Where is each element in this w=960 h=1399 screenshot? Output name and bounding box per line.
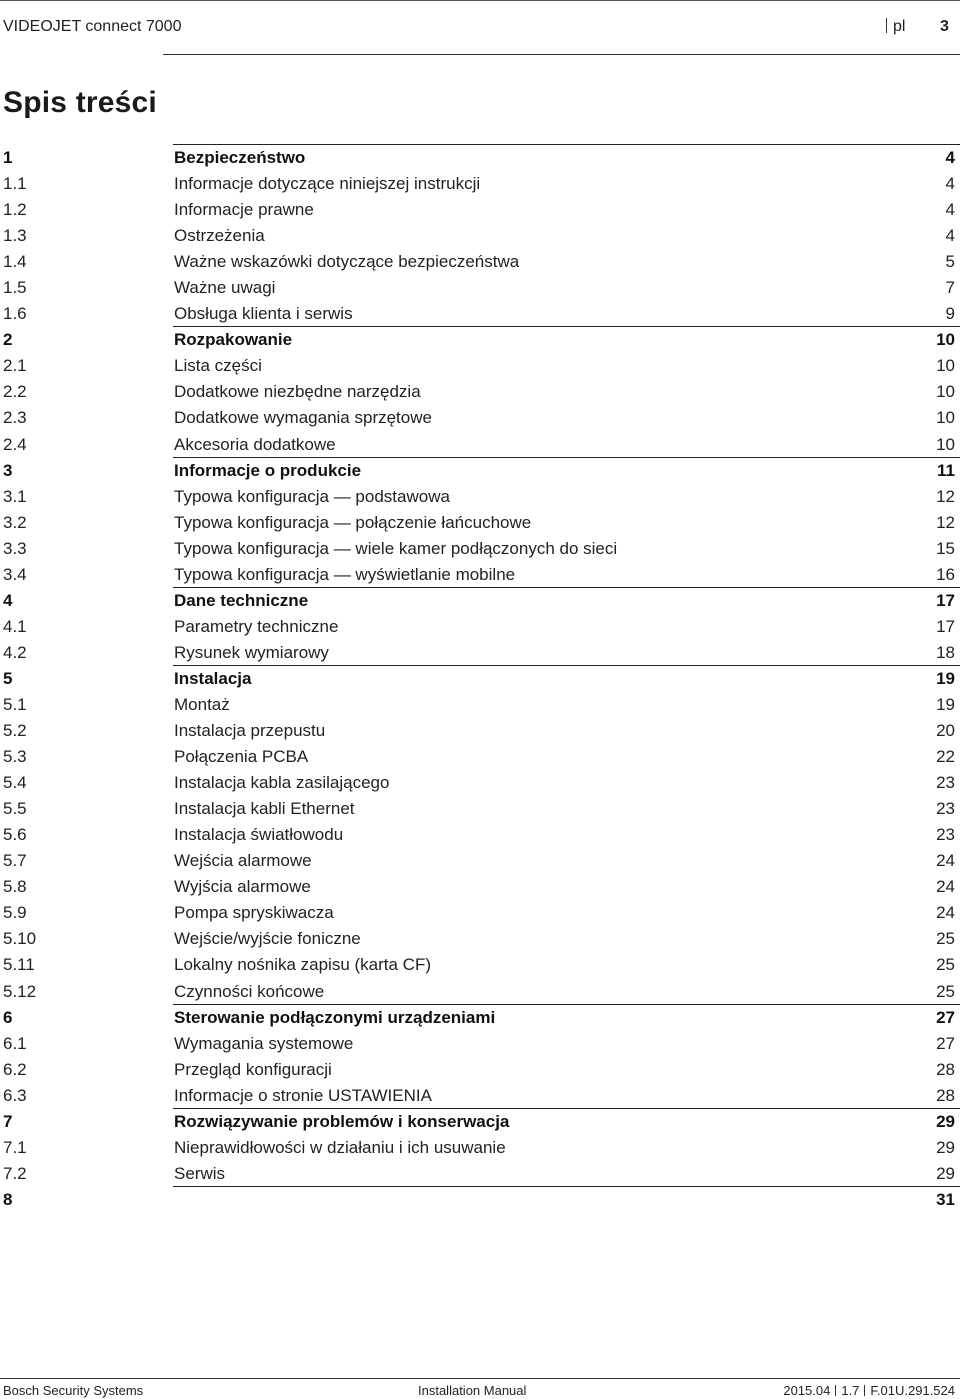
toc-number: 6.3 — [3, 1085, 27, 1105]
toc-number: 3.2 — [3, 512, 27, 532]
toc-number: 3.4 — [3, 564, 27, 584]
footer-date: 2015.04 — [783, 1383, 831, 1398]
toc-section-row[interactable] — [0, 717, 960, 743]
toc-number: 1.6 — [3, 304, 27, 324]
toc-number: 7.1 — [3, 1137, 27, 1157]
toc-title: Typowa konfiguracja — wiele kamer podłączonych do sieci — [174, 538, 618, 558]
toc-number: 5.9 — [3, 903, 27, 923]
language-code: pl — [893, 18, 906, 35]
toc-page: 10 — [936, 356, 955, 376]
toc-page: 22 — [936, 747, 955, 767]
toc-page: 10 — [936, 330, 955, 350]
toc-number: 1 — [3, 148, 13, 167]
toc-number: 2.4 — [3, 434, 27, 454]
header-top-rule — [0, 0, 960, 1]
table-of-contents — [0, 144, 960, 1212]
footer-separator — [835, 1385, 836, 1396]
toc-title: Wyjścia alarmowe — [174, 877, 311, 897]
chapter-rule — [173, 457, 960, 458]
toc-title: Informacje o produkcie — [174, 460, 362, 480]
toc-page: 23 — [936, 773, 955, 793]
toc-section-row[interactable] — [0, 483, 960, 509]
toc-chapter-row[interactable] — [0, 457, 960, 483]
toc-title: Dane techniczne — [174, 590, 309, 610]
toc-number: 5.12 — [3, 981, 37, 1001]
toc-title: Sterowanie podłączonymi urządzeniami — [174, 1007, 496, 1027]
toc-title: Rozwiązywanie problemów i konserwacja — [174, 1111, 510, 1131]
toc-title: Lokalny nośnika zapisu (karta CF) — [174, 955, 432, 975]
toc-section-row[interactable] — [0, 795, 960, 821]
footer-company: Bosch Security Systems — [3, 1383, 144, 1398]
toc-section-row[interactable] — [0, 170, 960, 196]
toc-title: Parametry techniczne — [174, 616, 339, 636]
toc-number: 2 — [3, 330, 13, 350]
toc-section-row[interactable] — [0, 431, 960, 457]
toc-title: Pompa spryskiwacza — [174, 903, 334, 923]
toc-number: 6 — [3, 1007, 13, 1027]
toc-section-row[interactable] — [0, 561, 960, 587]
toc-page: 25 — [936, 929, 955, 949]
toc-title: Informacje prawne — [174, 200, 314, 220]
toc-number: 5.4 — [3, 773, 27, 793]
header-bottom-rule — [163, 54, 960, 55]
toc-chapter-row[interactable] — [0, 326, 960, 352]
toc-number: 2.1 — [3, 356, 27, 376]
toc-section-row[interactable] — [0, 509, 960, 535]
toc-section-row[interactable] — [0, 899, 960, 925]
toc-chapter-row[interactable] — [0, 665, 960, 691]
footer-doc-id: F.01U.291.524 — [870, 1383, 955, 1398]
toc-page: 24 — [936, 903, 955, 923]
toc-number: 2.3 — [3, 408, 27, 428]
toc-title: Obsługa klienta i serwis — [174, 304, 353, 324]
toc-title: Bezpieczeństwo — [174, 148, 306, 167]
toc-page: 20 — [936, 721, 955, 741]
toc-title: Montaż — [174, 694, 230, 714]
toc-number: 3.3 — [3, 538, 27, 558]
toc-title: Ważne wskazówki dotyczące bezpieczeństwa — [174, 252, 520, 272]
toc-title: Instalacja przepustu — [174, 721, 326, 741]
toc-section-row[interactable] — [0, 352, 960, 378]
page-footer — [0, 1378, 960, 1399]
toc-page: 17 — [936, 616, 955, 636]
toc-title: Typowa konfiguracja — wyświetlanie mobilne — [174, 564, 516, 584]
footer-version: 1.7 — [841, 1383, 860, 1398]
toc-section-row[interactable] — [0, 535, 960, 561]
toc-page: 4 — [945, 200, 955, 220]
toc-number: 1.5 — [3, 278, 27, 298]
toc-section-row[interactable] — [0, 1030, 960, 1056]
toc-title: Wejścia alarmowe — [174, 851, 312, 871]
header-separator — [886, 18, 887, 33]
toc-number: 7.2 — [3, 1163, 27, 1183]
chapter-rule — [173, 587, 960, 588]
footer-rule — [0, 1378, 960, 1379]
toc-page: 31 — [936, 1189, 955, 1209]
toc-section-row[interactable] — [0, 743, 960, 769]
toc-title: Dodatkowe niezbędne narzędzia — [174, 382, 421, 402]
toc-page: 24 — [936, 851, 955, 871]
toc-title: Wejście/wyjście foniczne — [174, 929, 361, 949]
chapter-rule — [173, 1186, 960, 1187]
toc-number: 4 — [3, 590, 13, 610]
toc-title: Instalacja światłowodu — [174, 825, 344, 845]
toc-title: Ważne uwagi — [174, 278, 276, 298]
footer-doc-type: Installation Manual — [418, 1383, 527, 1398]
toc-number: 5.2 — [3, 721, 27, 741]
toc-number: 5.7 — [3, 851, 27, 871]
toc-section-row[interactable] — [0, 978, 960, 1004]
toc-page: 18 — [936, 642, 955, 662]
toc-page: 15 — [936, 538, 955, 558]
toc-page: 16 — [936, 564, 955, 584]
toc-number: 5 — [3, 668, 13, 688]
toc-title: Rysunek wymiarowy — [174, 642, 329, 662]
toc-page: 29 — [936, 1163, 955, 1183]
toc-section-row[interactable] — [0, 404, 960, 430]
toc-title: Nieprawidłowości w działaniu i ich usuwanie — [174, 1137, 506, 1157]
toc-number: 3 — [3, 460, 13, 480]
toc-page: 4 — [945, 148, 955, 167]
toc-title: Ostrzeżenia — [174, 226, 265, 246]
toc-section-row[interactable] — [0, 769, 960, 795]
footer-doc-meta — [783, 1383, 955, 1398]
toc-number: 5.11 — [3, 955, 35, 975]
toc-title: Połączenia PCBA — [174, 747, 309, 767]
toc-section-row[interactable] — [0, 821, 960, 847]
toc-section-row[interactable] — [0, 248, 960, 274]
toc-page: 27 — [936, 1007, 955, 1027]
toc-page: 23 — [936, 799, 955, 819]
toc-page: 10 — [936, 382, 955, 402]
page-header — [0, 0, 960, 56]
toc-page: 10 — [936, 434, 955, 454]
toc-section-row[interactable] — [0, 691, 960, 717]
toc-page: 28 — [936, 1059, 955, 1079]
toc-number: 5.10 — [3, 929, 37, 949]
chapter-rule — [173, 1108, 960, 1109]
toc-number: 5.8 — [3, 877, 27, 897]
toc-section-row[interactable] — [0, 951, 960, 977]
toc-page: 25 — [936, 981, 955, 1001]
toc-page: 4 — [945, 226, 955, 246]
page-number: 3 — [940, 18, 949, 35]
toc-page: 10 — [936, 408, 955, 428]
toc-number: 1.4 — [3, 252, 27, 272]
toc-number: 3.1 — [3, 486, 27, 506]
footer-separator — [864, 1385, 865, 1396]
toc-number: 1.3 — [3, 226, 27, 246]
toc-section-row[interactable] — [0, 378, 960, 404]
toc-title: Serwis — [174, 1163, 226, 1183]
toc-section-row[interactable] — [0, 925, 960, 951]
toc-title: Czynności końcowe — [174, 981, 325, 1001]
toc-chapter-row[interactable] — [0, 144, 960, 170]
toc-title: Lista części — [174, 356, 262, 376]
toc-number: 7 — [3, 1111, 13, 1131]
toc-page: 27 — [936, 1033, 955, 1053]
toc-page: 12 — [936, 486, 955, 506]
chapter-rule — [173, 1004, 960, 1005]
toc-number: 6.2 — [3, 1059, 27, 1079]
product-name: VIDEOJET connect 7000 — [3, 18, 182, 35]
chapter-rule — [173, 665, 960, 666]
toc-title: Przegląd konfiguracji — [174, 1059, 332, 1079]
toc-section-row[interactable] — [0, 222, 960, 248]
toc-chapter-row[interactable] — [0, 1004, 960, 1030]
toc-section-row[interactable] — [0, 300, 960, 326]
toc-number: 2.2 — [3, 382, 27, 402]
toc-title: Typowa konfiguracja — podstawowa — [174, 486, 450, 506]
toc-title: Informacje dotyczące niniejszej instrukcji — [174, 174, 481, 194]
toc-title: Dodatkowe wymagania sprzętowe — [174, 408, 432, 428]
toc-section-row[interactable] — [0, 639, 960, 665]
toc-section-row[interactable] — [0, 196, 960, 222]
toc-title: Informacje o stronie USTAWIENIA — [174, 1085, 432, 1105]
toc-page: 25 — [936, 955, 955, 975]
toc-page: 29 — [936, 1137, 955, 1157]
toc-page: 7 — [945, 278, 955, 298]
toc-title: Rozpakowanie — [174, 330, 293, 350]
toc-chapter-row[interactable] — [0, 1186, 960, 1212]
toc-chapter-row[interactable] — [0, 587, 960, 613]
toc-number: 1.1 — [3, 174, 27, 194]
language-indicator — [886, 18, 905, 36]
toc-page: 23 — [936, 825, 955, 845]
toc-number: 8 — [3, 1189, 13, 1209]
toc-chapter-row[interactable] — [0, 1108, 960, 1134]
toc-page: 19 — [936, 694, 955, 714]
toc-page: 28 — [936, 1085, 955, 1105]
toc-title: Typowa konfiguracja — połączenie łańcuchowe — [174, 512, 532, 532]
toc-page: 17 — [936, 590, 955, 610]
toc-section-row[interactable] — [0, 613, 960, 639]
toc-title: Instalacja kabla zasilającego — [174, 773, 390, 793]
toc-number: 5.3 — [3, 747, 27, 767]
toc-section-row[interactable] — [0, 1134, 960, 1160]
toc-section-row[interactable] — [0, 274, 960, 300]
chapter-rule — [173, 326, 960, 327]
toc-page: 12 — [936, 512, 955, 532]
toc-section-row[interactable] — [0, 1056, 960, 1082]
toc-number: 5.5 — [3, 799, 27, 819]
chapter-rule — [173, 144, 960, 145]
toc-section-row[interactable] — [0, 1082, 960, 1108]
toc-page: 9 — [945, 304, 955, 324]
toc-page: 4 — [945, 174, 955, 194]
page-title: Spis treści — [3, 86, 157, 119]
toc-number: 1.2 — [3, 200, 27, 220]
toc-number: 4.1 — [3, 616, 27, 636]
toc-page: 19 — [936, 668, 955, 688]
toc-title: Akcesoria dodatkowe — [174, 434, 336, 454]
toc-page: 29 — [936, 1111, 955, 1131]
toc-number: 6.1 — [3, 1033, 27, 1053]
toc-title: Instalacja kabli Ethernet — [174, 799, 355, 819]
toc-number: 5.6 — [3, 825, 27, 845]
toc-section-row[interactable] — [0, 1160, 960, 1186]
toc-section-row[interactable] — [0, 847, 960, 873]
toc-number: 4.2 — [3, 642, 27, 662]
toc-page: 11 — [937, 460, 955, 480]
toc-page: 5 — [945, 252, 955, 272]
toc-title: Wymagania systemowe — [174, 1033, 354, 1053]
toc-page: 24 — [936, 877, 955, 897]
toc-section-row[interactable] — [0, 873, 960, 899]
toc-number: 5.1 — [3, 694, 27, 714]
toc-title: Instalacja — [174, 668, 252, 688]
